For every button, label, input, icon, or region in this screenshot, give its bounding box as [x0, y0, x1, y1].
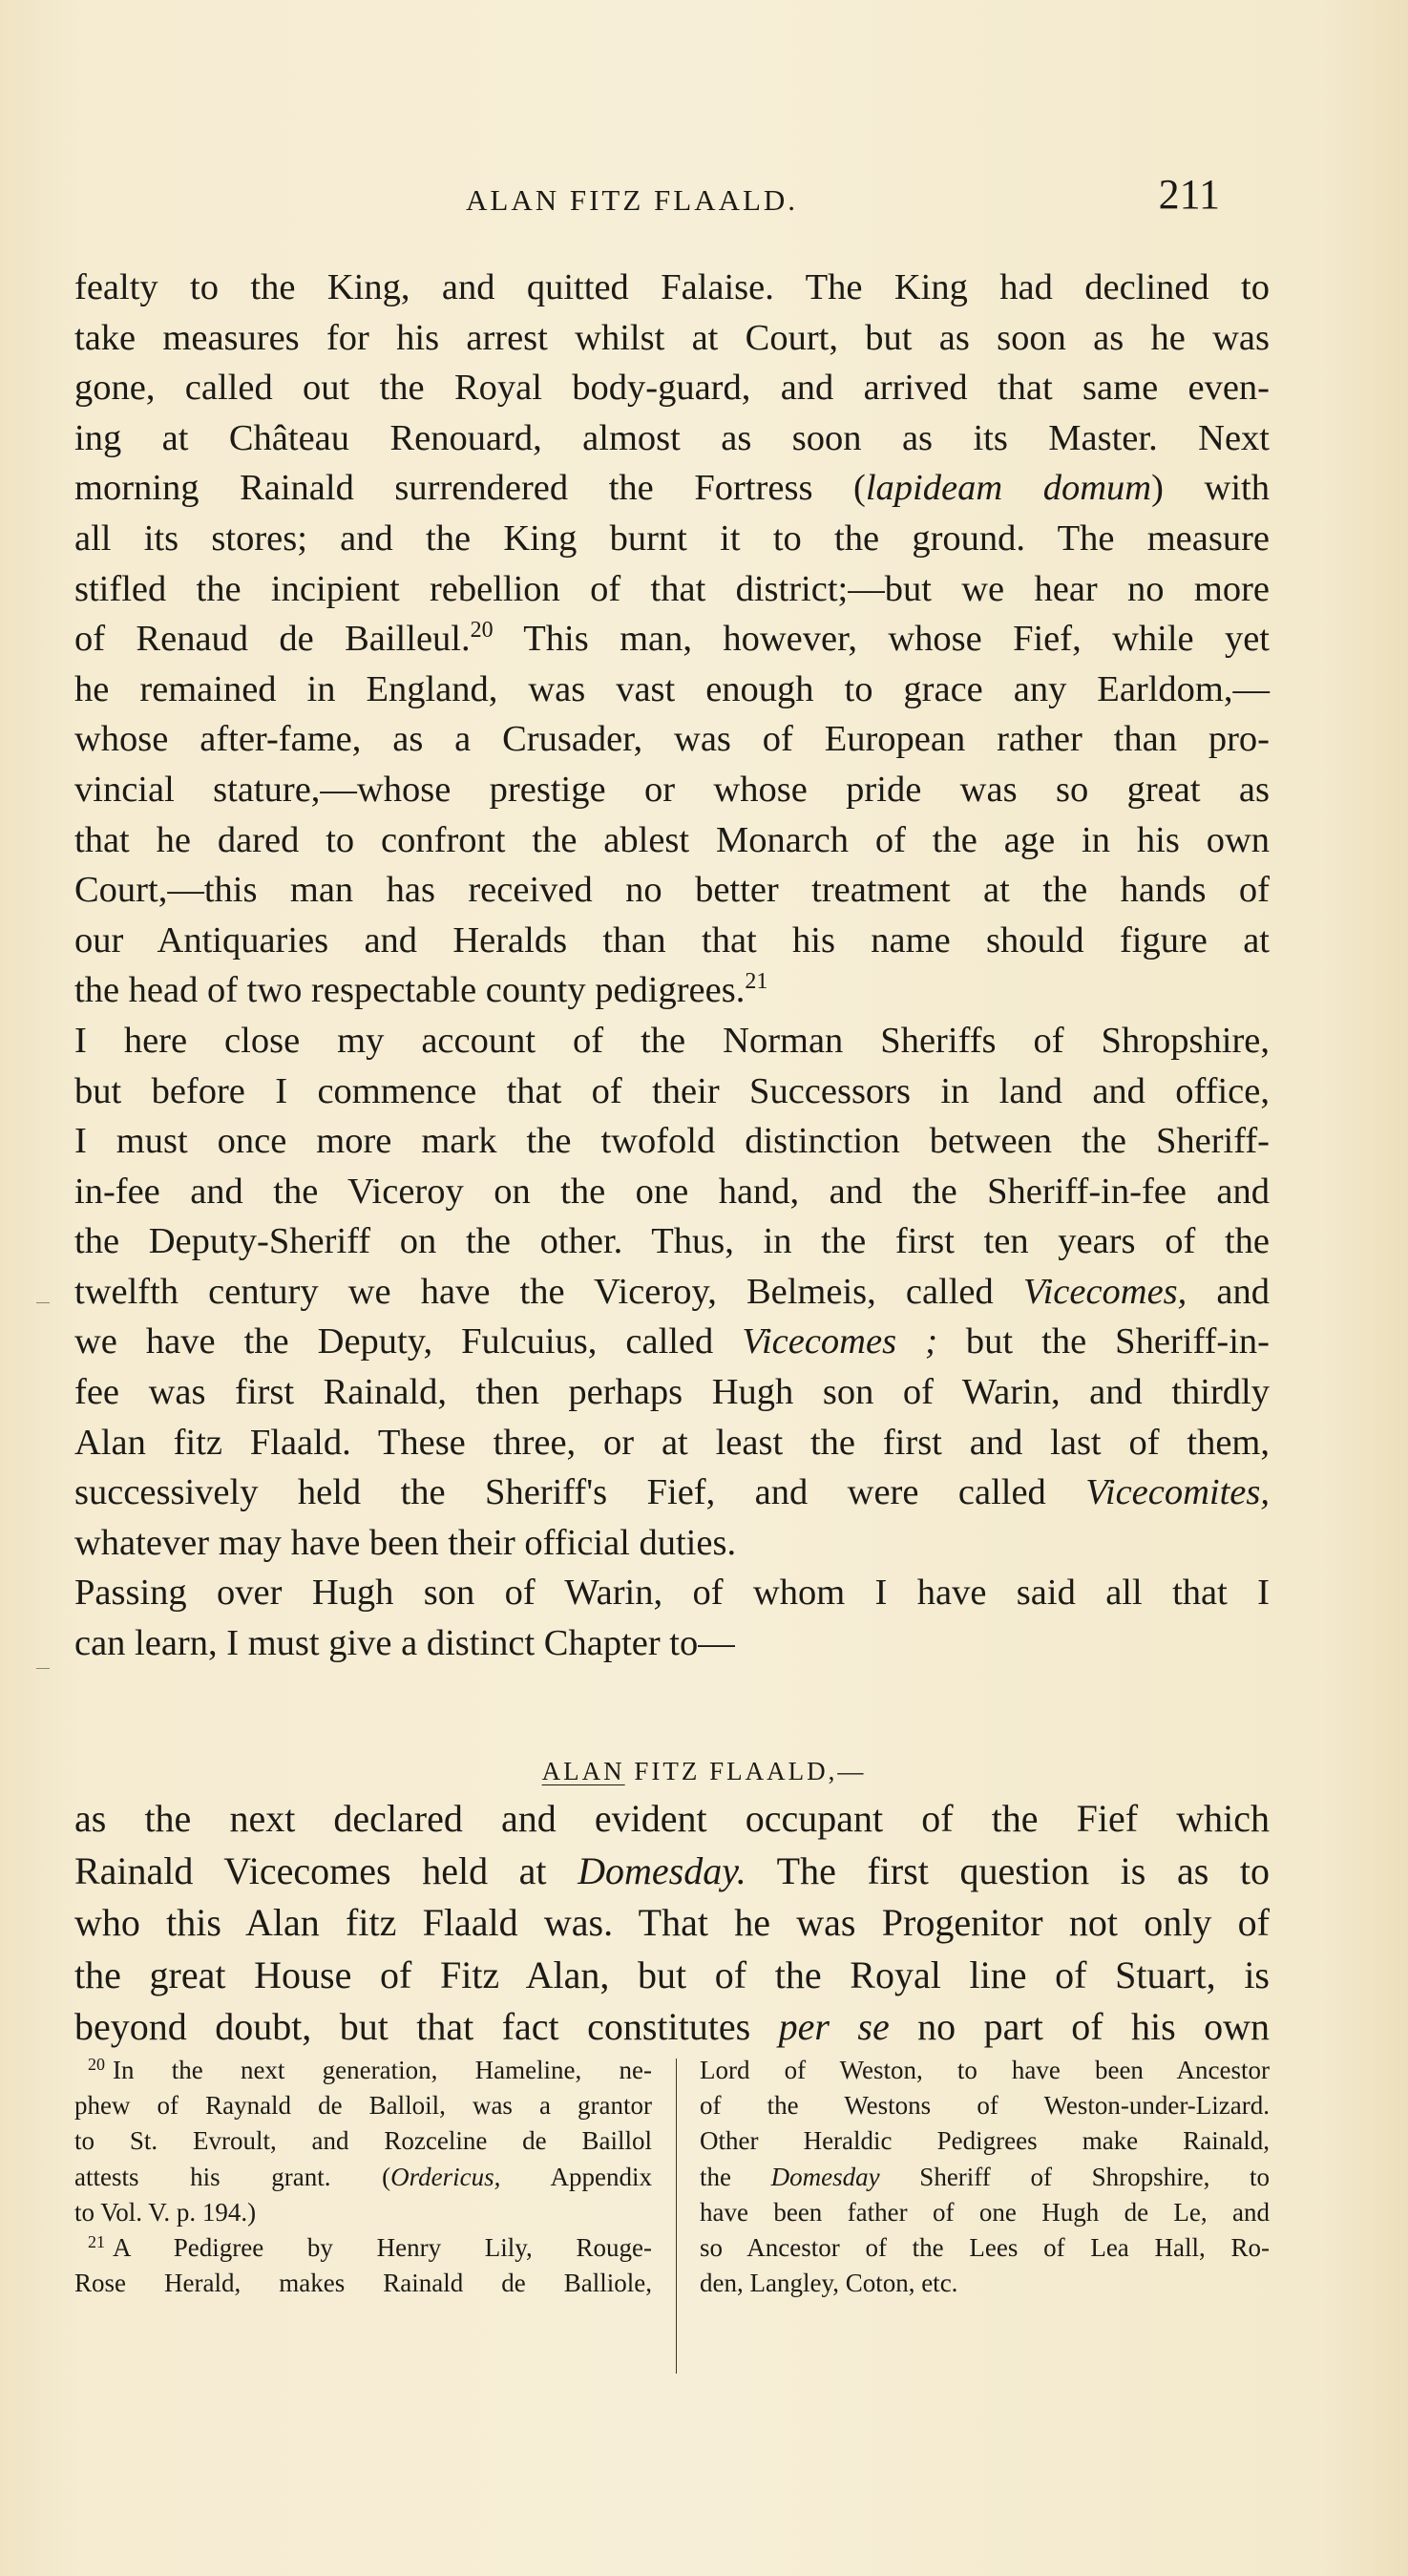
- text-line: I must once more mark the twofold distinction between the Sheriff-: [74, 1121, 1270, 1162]
- italic-term: Domesday: [770, 2162, 880, 2191]
- text-line: I here close my account of the Norman Sheriffs of Shropshire,: [74, 1020, 1270, 1061]
- text-line: gone, called out the Royal body-guard, and arrived that same even-: [74, 368, 1270, 409]
- footnote-line: have been father of one Hugh de Le, and: [700, 2197, 1270, 2227]
- footnote-line: to Vol. V. p. 194.): [74, 2197, 257, 2227]
- text-line: beyond doubt, but that fact constitutes per se no part of his own: [74, 2005, 1271, 2048]
- footnote-line: Rose Herald, makes Rainald de Balliole,: [74, 2269, 652, 2298]
- text-line: as the next declared and evident occupant of the Fief which: [74, 1797, 1270, 1840]
- footnote-ref-20[interactable]: 20: [470, 618, 494, 644]
- footnotes-right-column: [700, 2053, 1270, 2301]
- text-line: whatever may have been their official duties.: [74, 1522, 737, 1563]
- text-line: our Antiquaries and Heralds than that his name should figure at: [74, 919, 1270, 961]
- footnote-line: of the Westons of Weston-under-Lizard.: [700, 2091, 1270, 2121]
- footnote-number: 21: [88, 2231, 105, 2251]
- text-line: the head of two respectable county pedigrees.$^{21}$: [74, 969, 768, 1011]
- footnote-line: Other Heraldic Pedigrees make Rainald,: [700, 2126, 1270, 2156]
- text-line: the Deputy-Sheriff on the other. Thus, in the first ten years of the: [74, 1221, 1270, 1262]
- text-line: can learn, I must give a distinct Chapter to—: [74, 1623, 735, 1664]
- text-line: the great House of Fitz Alan, but of the Royal line of Stuart, is: [74, 1953, 1270, 1996]
- footnotes-left-column: [74, 2053, 652, 2301]
- footnote-line: so Ancestor of the Lees of Lea Hall, Ro-: [700, 2232, 1270, 2262]
- text-line: twelfth century we have the Viceroy, Belmeis, called Vicecomes, and: [74, 1271, 1270, 1312]
- footnote-line: attests his grant. (Ordericus, Appendix: [74, 2162, 653, 2191]
- text-line: take measures for his arrest whilst at Court, but as soon as he was: [74, 317, 1270, 358]
- italic-term: Domesday.: [578, 1848, 746, 1892]
- text-line: Alan fitz Flaald. These three, or at least the first and last of them,: [74, 1422, 1270, 1463]
- footnote-20: $^{20}$ In the next generation, Hameline, ne-: [88, 2055, 652, 2084]
- column-divider: [676, 2059, 677, 2374]
- text-line: Court,—this man has received no better treatment at the hands of: [74, 870, 1270, 911]
- text-line: fealty to the King, and quitted Falaise. The King had declined to: [74, 267, 1270, 307]
- text-line: of Renaud de Bailleul.$^{20}$ This man, however, whose Fief, while yet: [74, 618, 1270, 660]
- footnote-line: Lord of Weston, to have been Ancestor: [700, 2056, 1270, 2084]
- italic-term: Vicecomes,: [1022, 1271, 1187, 1312]
- footnote-line: to St. Evroult, and Rozceline de Baillol: [74, 2126, 652, 2156]
- section-heading: ALAN FITZ FLAALD,—: [541, 1757, 867, 1785]
- text-line: whose after-fame, as a Crusader, was of European rather than pro-: [74, 719, 1270, 760]
- italic-term: Vicecomes ;: [742, 1321, 937, 1362]
- section-text: [74, 1793, 1270, 2054]
- page-header: [74, 170, 1220, 227]
- footnote-ref-21[interactable]: 21: [745, 969, 768, 995]
- text-line: we have the Deputy, Fulcuius, called Vicecomes ; but the Sheriff-in-: [74, 1321, 1270, 1362]
- footnote-21: $^{21}$ A Pedigree by Henry Lily, Rouge-: [88, 2231, 652, 2262]
- text-line: stifled the incipient rebellion of that district;—but we hear no more: [74, 568, 1270, 609]
- text-line: fee was first Rainald, then perhaps Hugh son of Warin, and thirdly: [74, 1372, 1270, 1413]
- text-line: in-fee and the Viceroy on the one hand, and the Sheriff-in-fee and: [74, 1171, 1270, 1212]
- footnote-line: den, Langley, Coton, etc.: [700, 2269, 958, 2298]
- footnote-line: phew of Raynald de Balloil, was a grantor: [74, 2091, 652, 2121]
- text-line: successively held the Sheriff's Fief, and were called Vicecomites,: [74, 1472, 1270, 1513]
- running-title: ALAN FITZ FLAALD.: [466, 183, 799, 217]
- body-text: [74, 263, 1270, 1669]
- margin-mark: [36, 1668, 50, 1669]
- italic-term: per se: [778, 2005, 890, 2048]
- text-line: vincial stature,—whose prestige or whose pride was so great as: [74, 769, 1270, 810]
- margin-mark: [36, 1302, 50, 1303]
- text-line: Rainald Vicecomes held at Domesday. The first question is as to: [74, 1848, 1271, 1892]
- text-line: morning Rainald surrendered the Fortress (lapideam domum) with: [74, 468, 1270, 509]
- text-line: Passing over Hugh son of Warin, of whom I have said all that I: [74, 1573, 1270, 1614]
- italic-term: lapideam domum: [865, 468, 1152, 509]
- page-number: 211: [1158, 171, 1220, 218]
- text-line: but before I commence that of their Successors in land and office,: [74, 1070, 1270, 1111]
- footnotes: [74, 2053, 1270, 2397]
- text-line: that he dared to confront the ablest Monarch of the age in his own: [74, 819, 1270, 860]
- footnote-line: the Domesday Sheriff of Shropshire, to: [700, 2162, 1270, 2191]
- text-line: he remained in England, was vast enough to grace any Earldom,—: [74, 668, 1270, 709]
- text-line: who this Alan fitz Flaald was. That he was Progenitor not only of: [74, 1901, 1270, 1944]
- text-line: ing at Château Renouard, almost as soon as its Master. Next: [74, 417, 1270, 458]
- footnote-number: 20: [88, 2055, 105, 2074]
- italic-term: Ordericus,: [390, 2162, 501, 2191]
- italic-term: Vicecomites,: [1085, 1472, 1270, 1513]
- text-line: all its stores; and the King burnt it to the ground. The measure: [74, 517, 1270, 559]
